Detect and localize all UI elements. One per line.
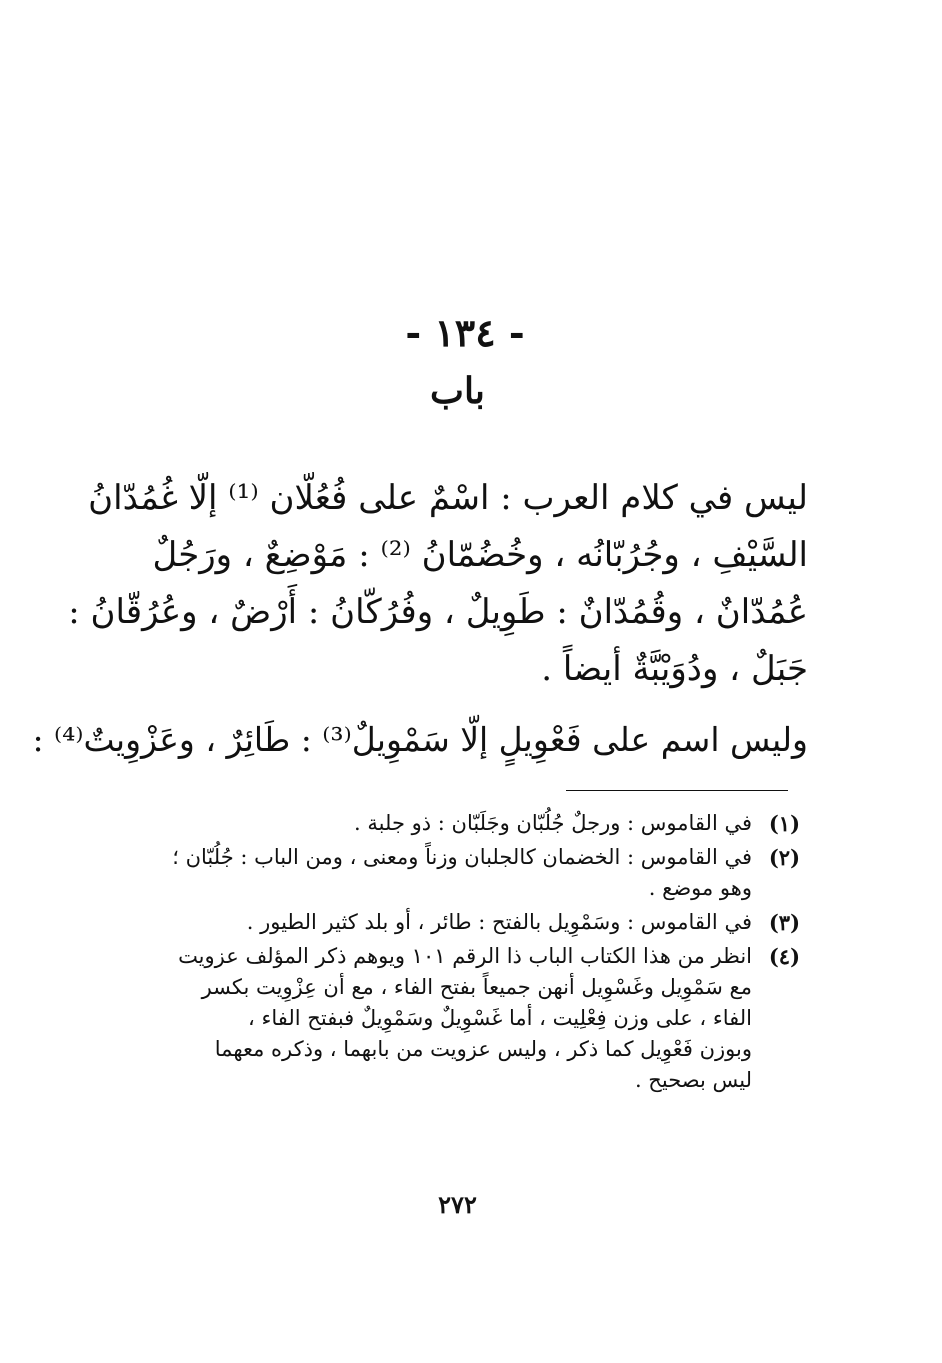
paragraph-line: السَّيْفِ ، وجُرُبّانُه ، وخُضُمّانُ ⁽²⁾ : مَوْضِعٌ ، ورَجُلٌ: [152, 535, 808, 575]
footnote-line: الفاء ، على وزن فِعْلِيت ، أما غَسْوِيلٌ وسَمْوِيلٌ فبفتح الفاء ،: [248, 1006, 752, 1030]
paragraph-line: جَبَلٌ ، ودُوَيْبَّةٌ أيضاً .: [541, 649, 808, 689]
second-paragraph: وليس اسم على فَعْوِيلٍ إلّا سَمْوِيلٌ⁽³⁾ : طَائِرٌ ، وعَزْوِيتٌ⁽⁴⁾ :: [32, 720, 808, 759]
footnote-number: (٤): [768, 944, 800, 969]
section-number: - ١٣٤ -: [405, 310, 525, 355]
footnote-1: [112, 808, 800, 839]
page-number: ٢٧٢: [438, 1190, 477, 1219]
main-paragraph: [68, 470, 808, 698]
footnote-line: انظر من هذا الكتاب الباب ذا الرقم ١٠١ ويوهم ذكر المؤلف عزويت: [178, 944, 752, 968]
footnote-line: في القاموس : ورجلٌ جُلُبّان وجَلَبّان : ذو جلبة .: [354, 811, 752, 835]
footnote-2: [112, 842, 800, 904]
footnote-text: [112, 941, 752, 1096]
footnote-line: مع سَمْوِيل وغَسْوِيل أنهن جميعاً بفتح الفاء ، مع أن عِزْوِيت بكسر: [201, 975, 752, 999]
footnote-number: (٣): [768, 910, 800, 935]
paragraph-line: ليس في كلام العرب : اسْمٌ على فُعُلّان ⁽¹⁾ إلّا غُمُدّانُ: [88, 478, 808, 518]
paragraph-line: عُمُدّانٌ ، وقُمُدّانٌ : طَوِيلٌ ، وفُرُكّانُ : أَرْضٌ ، وعُرُقّانُ :: [68, 592, 808, 632]
footnote-line: ليس بصحيح .: [634, 1068, 752, 1092]
chapter-heading: باب: [430, 370, 485, 412]
footnote-number: (٢): [768, 845, 800, 870]
footnotes: [112, 808, 800, 1099]
footnote-text: [112, 842, 752, 904]
footnote-line: وبوزن فَعْوِيل كما ذكر ، وليس عزويت من بابهما ، وذكره معهما: [214, 1037, 752, 1061]
footnote-line: في القاموس : الخضمان كالجلبان وزناً ومعنى ، ومن الباب : جُلُبّان ؛: [172, 845, 752, 869]
footnote-text: [112, 808, 752, 839]
footnote-separator: [566, 790, 788, 791]
footnote-3: [112, 907, 800, 938]
footnote-line: وهو موضع .: [648, 876, 752, 900]
footnote-text: [112, 907, 752, 938]
footnote-4: [112, 941, 800, 1096]
footnote-number: (١): [768, 811, 800, 836]
footnote-line: في القاموس : وسَمْوِيل بالفتح : طائر ، أو بلد كثير الطيور .: [246, 910, 752, 934]
